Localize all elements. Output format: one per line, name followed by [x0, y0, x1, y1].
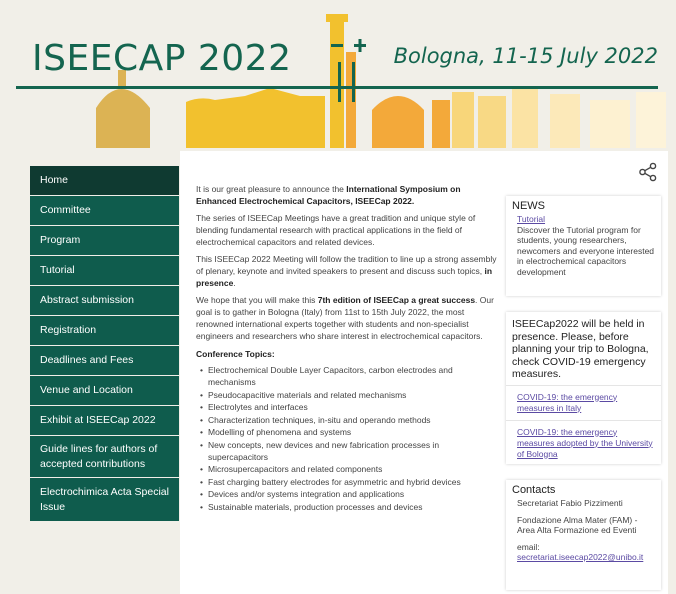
list-item: • Electrochemical Double Layer Capacitors, carbon electrodes and mechanisms — [208, 364, 498, 388]
sidebar-item-label: Venue and Location — [40, 384, 133, 396]
covid-heading: ISEECap2022 will be held in presence. Please, before planning your trip to Bologna, check COVID-19 emergency measures. — [512, 318, 649, 380]
covid-italy-link[interactable]: COVID-19: the emergency measures in Italy — [517, 391, 618, 413]
covid-unibo-link[interactable]: COVID-19: the emergency measures adopted by the University of Bologna — [517, 426, 653, 459]
topics-heading: Conference Topics: — [196, 349, 275, 359]
sidebar-item-home[interactable] — [30, 166, 179, 196]
header-rule — [16, 86, 658, 89]
symposium-name: International Symposium on Enhanced Electrochemical Capacitors, ISEECap 2022. — [196, 184, 461, 206]
topics-list — [196, 364, 498, 513]
meeting-text: This ISEECap 2022 Meeting will follow the tradition to line up a strong assembly of plenary, keynote and invited speakers to present and discuss such topics, — [196, 254, 497, 276]
contact-organization: Fondazione Alma Mater (FAM) - Area Alta Formazione ed Eventi — [517, 514, 638, 535]
sidebar-item-guidelines-authors[interactable] — [30, 436, 179, 478]
contacts-box — [506, 480, 661, 590]
sidebar-item-label: Exhibit at ISEECap 2022 — [40, 414, 156, 426]
sidebar-item-committee[interactable] — [30, 196, 179, 226]
list-item: • Sustainable materials, production processes and devices — [208, 501, 498, 513]
intro-article — [196, 183, 498, 513]
list-item: • Devices and/or systems integration and applications — [208, 488, 498, 500]
contacts-body — [506, 498, 661, 569]
edition-text: 7th edition of ISEECap a great success — [317, 295, 476, 305]
contact-email-link[interactable]: secretariat.iseecap2022@unibo.it — [517, 552, 644, 562]
covid-unibo-link-row — [506, 420, 661, 466]
list-item: • Microsupercapacitors and related components — [208, 463, 498, 475]
news-body — [506, 214, 661, 283]
list-item: • Fast charging battery electrodes for asymmetric and hybrid devices — [208, 476, 498, 488]
in-presence-text: in presence — [196, 266, 493, 288]
tradition-paragraph: The series of ISEECap Meetings have a great tradition and unique style of blending fundamental research with practical applications in the field of electrochemical capacitors and related devices. — [196, 213, 476, 247]
header-banner — [0, 0, 676, 150]
sidebar-item-venue-location[interactable] — [30, 376, 179, 406]
sidebar-item-label: Tutorial — [40, 264, 75, 276]
site-title[interactable]: ISEECAP 2022 — [32, 38, 292, 79]
sidebar-item-label: Electrochimica Acta Special Issue — [40, 485, 169, 513]
covid-italy-link-row — [506, 385, 661, 420]
list-item: • Modelling of phenomena and systems — [208, 426, 498, 438]
goal-text-a: We hope that you will make this — [196, 295, 318, 305]
list-item: • Pseudocapacitive materials and related mechanisms — [208, 389, 498, 401]
covid-box — [506, 312, 661, 464]
news-heading: NEWS — [512, 200, 545, 212]
intro-paragraph — [196, 183, 498, 207]
sidebar-item-label: Registration — [40, 324, 97, 336]
news-tutorial-link[interactable]: Tutorial — [517, 214, 546, 224]
sidebar-item-deadlines-fees[interactable] — [30, 346, 179, 376]
meeting-paragraph — [196, 253, 498, 289]
sidebar-item-program[interactable] — [30, 226, 179, 256]
sidebar-item-label: Guide lines for authors of accepted contributions — [40, 442, 158, 470]
news-text: Discover the Tutorial program for students, young researchers, newcomers and everyone interested in electrochemical capacitors development — [517, 224, 655, 277]
sidebar-item-registration[interactable] — [30, 316, 179, 346]
goal-text-b: . Our goal is to gather in Bologna (Italy) from 11st to 15th July 2022, the most renowned international experts together with students and non-specialist engineers and researchers who share interest in electrochemical capacitors. — [196, 295, 494, 341]
sidebar-item-label: Committee — [40, 204, 91, 216]
goal-paragraph — [196, 294, 498, 342]
news-box — [506, 196, 661, 296]
contact-name: Secretariat Fabio Pizzimenti — [517, 498, 623, 508]
event-dates: Bologna, 11-15 July 2022 — [393, 44, 658, 68]
sidebar-item-label: Program — [40, 234, 81, 246]
list-item: • Characterization techniques, in-situ and operando methods — [208, 414, 498, 426]
intro-text: It is our great pleasure to announce the — [196, 184, 347, 194]
sidebar-item-abstract-submission[interactable] — [30, 286, 179, 316]
sidebar-item-label: Abstract submission — [40, 294, 134, 306]
sidebar-item-exhibit[interactable] — [30, 406, 179, 436]
email-label: email: — [517, 541, 540, 552]
sidebar-item-label: Deadlines and Fees — [40, 354, 134, 366]
list-item: • New concepts, new devices and new fabrication processes in supercapacitors — [208, 439, 498, 463]
list-item: • Electrolytes and interfaces — [208, 401, 498, 413]
sidebar-nav — [30, 166, 179, 522]
sidebar-item-tutorial[interactable] — [30, 256, 179, 286]
share-icon[interactable] — [638, 162, 658, 182]
sidebar-item-electrochimica-acta[interactable] — [30, 478, 179, 522]
sidebar-item-label: Home — [40, 174, 69, 186]
contacts-heading: Contacts — [512, 484, 556, 496]
period-text: . — [233, 278, 236, 288]
